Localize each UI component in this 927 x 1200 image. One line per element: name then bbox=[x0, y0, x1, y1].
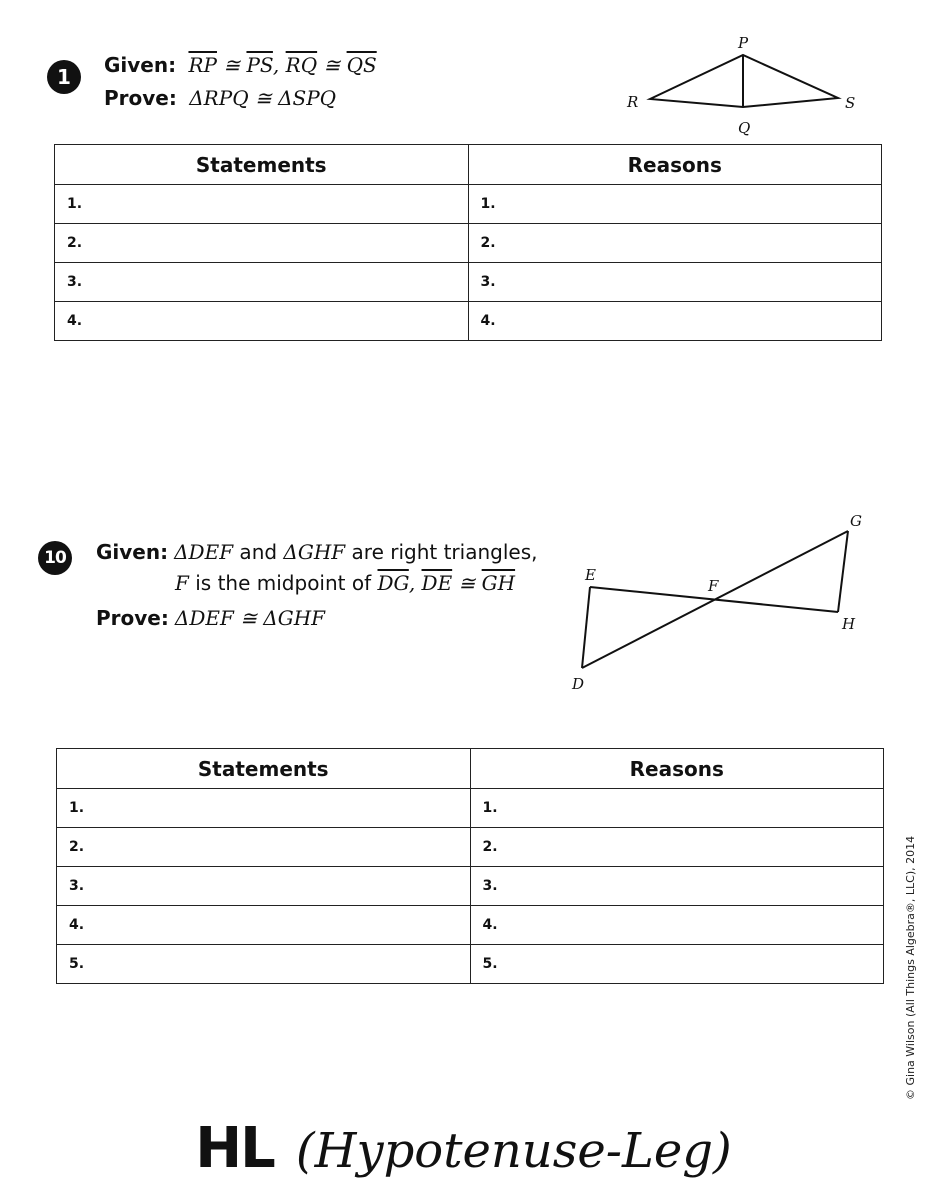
statement-cell[interactable]: 1. bbox=[57, 789, 471, 828]
reason-cell[interactable]: 5. bbox=[470, 945, 884, 984]
reasons-header: Reasons bbox=[470, 749, 884, 789]
table-row bbox=[55, 302, 882, 341]
reason-cell[interactable]: 3. bbox=[468, 263, 882, 302]
prove-text: ΔDEF ≅ ΔGHF bbox=[174, 606, 326, 630]
prove-text: ΔRPQ ≅ ΔSPQ bbox=[189, 86, 337, 110]
table-row bbox=[57, 906, 884, 945]
bowtie-triangles-figure bbox=[560, 505, 880, 705]
statement-cell[interactable]: 2. bbox=[55, 224, 469, 263]
title-full-name: (Hypotenuse-Leg) bbox=[295, 1123, 732, 1179]
segment-gh bbox=[838, 531, 848, 612]
copyright-notice: © Gina Wilson (All Things Algebra®, LLC), 2014 bbox=[904, 835, 917, 1100]
statement-cell[interactable]: 3. bbox=[55, 263, 469, 302]
segment: $\overline{RQ}$ bbox=[285, 53, 318, 77]
given-statement bbox=[96, 540, 537, 564]
point-name: F bbox=[175, 571, 189, 595]
page-title bbox=[0, 1116, 927, 1181]
statement-cell[interactable]: 5. bbox=[57, 945, 471, 984]
reason-cell[interactable]: 3. bbox=[470, 867, 884, 906]
triangle-name: ΔGHF bbox=[283, 540, 346, 564]
vertex-label-g: G bbox=[850, 512, 862, 530]
table-row bbox=[55, 263, 882, 302]
segment: $\overline{DE}$ bbox=[421, 571, 453, 595]
reason-cell[interactable]: 2. bbox=[468, 224, 882, 263]
prove-label: Prove: bbox=[96, 606, 169, 630]
given-statement bbox=[104, 53, 377, 77]
table-row bbox=[57, 945, 884, 984]
reason-cell[interactable]: 4. bbox=[468, 302, 882, 341]
triangle-name: ΔDEF bbox=[174, 540, 234, 564]
statement-cell[interactable]: 2. bbox=[57, 828, 471, 867]
table-row bbox=[55, 185, 882, 224]
statements-header: Statements bbox=[57, 749, 471, 789]
table-row bbox=[57, 867, 884, 906]
statement-cell[interactable]: 4. bbox=[57, 906, 471, 945]
vertex-label-e: E bbox=[585, 566, 596, 584]
congruent-symbol: ≅ bbox=[317, 53, 347, 77]
proof-table bbox=[56, 748, 884, 984]
segment-de bbox=[582, 587, 590, 668]
segment: $\overline{RP}$ bbox=[188, 53, 217, 77]
given-label: Given: bbox=[96, 540, 169, 564]
reason-cell[interactable]: 1. bbox=[468, 185, 882, 224]
prove-label: Prove: bbox=[104, 86, 177, 110]
problem-number-badge: 10 bbox=[38, 541, 72, 575]
given-statement-continued bbox=[175, 571, 515, 595]
reason-cell[interactable]: 1. bbox=[470, 789, 884, 828]
segment: $\overline{GH}$ bbox=[481, 571, 516, 595]
table-row bbox=[55, 224, 882, 263]
vertex-label-f: F bbox=[708, 577, 719, 595]
segment: $\overline{QS}$ bbox=[346, 53, 377, 77]
statements-header: Statements bbox=[55, 145, 469, 185]
separator: , bbox=[272, 53, 286, 77]
prove-statement bbox=[104, 86, 336, 110]
vertex-label-d: D bbox=[572, 675, 585, 693]
segment: $\overline{DG}$ bbox=[377, 571, 409, 595]
vertex-label-s: S bbox=[845, 94, 856, 112]
vertex-label-p: P bbox=[738, 34, 749, 52]
table-row bbox=[57, 828, 884, 867]
triangle-figure-rpqs bbox=[610, 30, 880, 150]
problem-number-badge: 1 bbox=[47, 60, 81, 94]
given-text: are right triangles, bbox=[345, 540, 538, 564]
table-row bbox=[57, 789, 884, 828]
given-label: Given: bbox=[104, 53, 177, 77]
vertex-label-r: R bbox=[627, 93, 639, 111]
proof-table bbox=[54, 144, 882, 341]
congruent-symbol: ≅ bbox=[452, 571, 482, 595]
congruent-symbol: ≅ bbox=[216, 53, 247, 77]
separator: , bbox=[408, 571, 422, 595]
vertex-label-h: H bbox=[842, 615, 856, 633]
statement-cell[interactable]: 4. bbox=[55, 302, 469, 341]
prove-statement bbox=[96, 606, 325, 630]
given-text: is the midpoint of bbox=[188, 571, 378, 595]
statement-cell[interactable]: 1. bbox=[55, 185, 469, 224]
segment: $\overline{PS}$ bbox=[246, 53, 273, 77]
vertex-label-q: Q bbox=[738, 119, 751, 137]
conjunction: and bbox=[233, 540, 284, 564]
reason-cell[interactable]: 2. bbox=[470, 828, 884, 867]
title-abbreviation: HL bbox=[195, 1116, 274, 1181]
reason-cell[interactable]: 4. bbox=[470, 906, 884, 945]
reasons-header: Reasons bbox=[468, 145, 882, 185]
statement-cell[interactable]: 3. bbox=[57, 867, 471, 906]
